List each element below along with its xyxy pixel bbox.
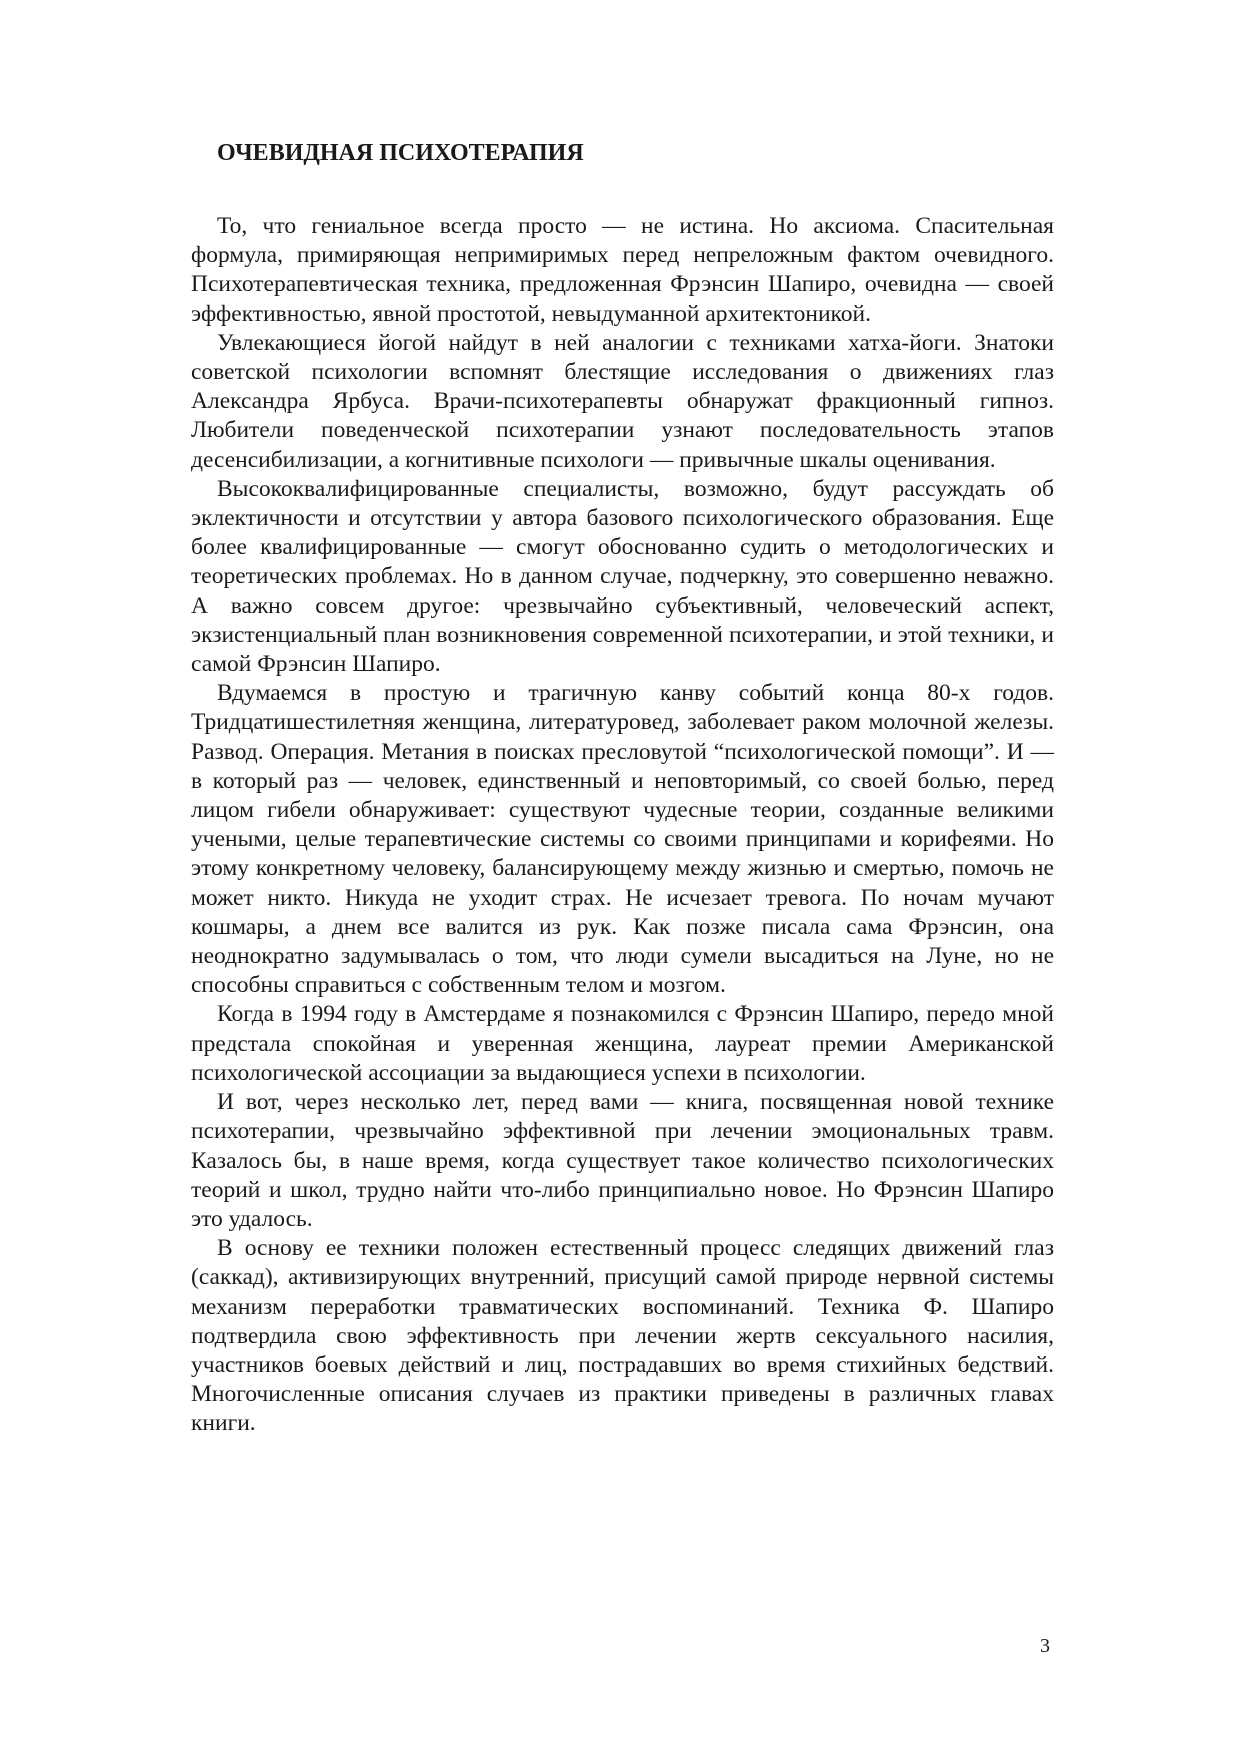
paragraph-3: Высококвалифицированные специалисты, возможно, будут рассуждать об эклектичности и отсутствии у автора базового психологического образования. Еще более квалифицированные — смогут обоснованно судить о методологических и теоретических проблемах. Но в данном случае, подчеркну, это совершенно неважно. А важно совсем другое: чрезвычайно субъективный, человеческий аспект, экзистенциальный план возникновения современной психотерапии, и этой техники, и самой Фрэнсин Шапиро. xyxy=(191,475,1054,678)
paragraph-4: Вдумаемся в простую и трагичную канву событий конца 80-х годов. Тридцатишестилетняя женщина, литературовед, заболевает раком молочной железы. Развод. Операция. Метания в поисках пресловутой “психологической помощи”. И — в который раз — человек, единственный и неповторимый, со своей болью, перед лицом гибели обнаруживает: существуют чудесные теории, созданные великими учеными, целые терапевтические системы со своими принципами и корифеями. Но этому конкретному человеку, балансирующему между жизнью и смертью, помочь не может никто. Никуда не уходит страх. Не исчезает тревога. По ночам мучают кошмары, а днем все валится из рук. Как позже писала сама Фрэнсин, она неоднократно задумывалась о том, что люди сумели высадиться на Луне, но не способны справиться с собственным телом и мозгом. xyxy=(191,680,1054,999)
paragraph-1: То, что гениальное всегда просто — не истина. Но аксиома. Спасительная формула, примиряющая непримиримых перед непреложным фактом очевидного. Психотерапевтическая техника, предложенная Фрэнсин Шапиро, очевидна — своей эффективностью, явной простотой, невыдуманной архитектоникой. xyxy=(191,213,1054,327)
page-number: 3 xyxy=(1040,1635,1050,1657)
paragraph-6: И вот, через несколько лет, перед вами — книга, посвященная новой технике психотерапии, чрезвычайно эффективной при лечении эмоциональных травм. Казалось бы, в наше время, когда существует такое количество психологических теорий и школ, трудно найти что-либо принципиально новое. Но Фрэнсин Шапиро это удалось. xyxy=(191,1089,1054,1232)
chapter-title: ОЧЕВИДНАЯ ПСИХОТЕРАПИЯ xyxy=(217,140,584,166)
page-content xyxy=(191,138,1054,1439)
paragraph-7: В основу ее техники положен естественный процесс следящих движений глаз (саккад), активизирующих внутренний, присущий самой природе нервной системы механизм переработки травматических воспоминаний. Техника Ф. Шапиро подтвердила свою эффективность при лечении жертв сексуального насилия, участников боевых действий и лиц, пострадавших во время стихийных бедствий. Многочисленные описания случаев из практики приведены в различных главах книги. xyxy=(191,1235,1054,1437)
paragraph-5: Когда в 1994 году в Амстердаме я познакомился с Фрэнсин Шапиро, передо мной предстала спокойная и уверенная женщина, лауреат премии Американской психологической ассоциации за выдающиеся успехи в психологии. xyxy=(191,1001,1054,1086)
paragraph-2: Увлекающиеся йогой найдут в ней аналогии с техниками хатха-йоги. Знатоки советской психологии вспомнят блестящие исследования о движениях глаз Александра Ярбуса. Врачи-психотерапевты обнаружат фракционный гипноз. Любители поведенческой психотерапии узнают последовательность этапов десенсибилизации, а когнитивные психологи — привычные шкалы оценивания. xyxy=(191,329,1054,473)
